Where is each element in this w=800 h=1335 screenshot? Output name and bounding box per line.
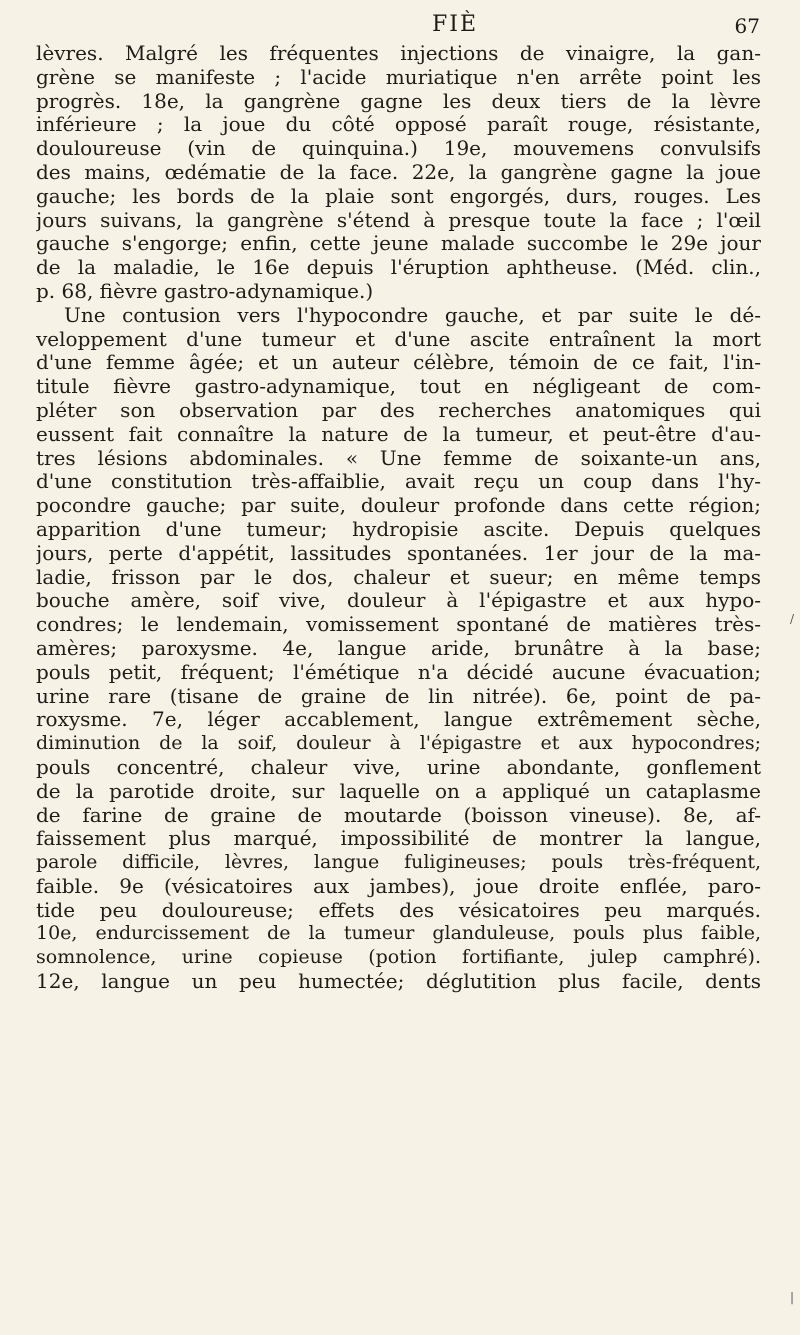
text-line: 10e, endurcissement de la tumeur glanduleuse, pouls plus faible, [36, 922, 761, 945]
text-line: jours, perte d'appétit, lassitudes spontanées. 1er jour de la ma- [36, 541, 761, 565]
text-line: jours suivans, la gangrène s'étend à presque toute la face ; l'œil [36, 208, 761, 232]
text-line: progrès. 18e, la gangrène gagne les deux tiers de la lèvre [36, 89, 761, 113]
text-line: pocondre gauche; par suite, douleur profonde dans cette région; [36, 494, 761, 518]
text-line: faible. 9e (vésicatoires aux jambes), joue droite enflée, paro- [36, 874, 761, 898]
text-line: Une contusion vers l'hypocondre gauche, et par suite le dé- [64, 303, 761, 327]
text-line: grène se manifeste ; l'acide muriatique n'en arrête point les [36, 65, 761, 89]
margin-mark: | [790, 1290, 795, 1304]
text-line: de la maladie, le 16e depuis l'éruption aphtheuse. (Méd. clin., [36, 256, 761, 280]
text-line: pléter son observation par des recherches anatomiques qui [36, 398, 761, 422]
text-line: parole difficile, lèvres, langue fuligineuses; pouls très-fréquent, [36, 851, 761, 874]
text-line: ladie, frisson par le dos, chaleur et sueur; en même temps [36, 565, 761, 589]
text-line: roxysme. 7e, léger accablement, langue extrêmement sèche, [36, 708, 761, 732]
text-line: diminution de la soif, douleur à l'épigastre et aux hypocondres; [36, 732, 761, 755]
page-number: 67 [734, 14, 760, 38]
text-line: faissement plus marqué, impossibilité de montrer la langue, [36, 827, 761, 851]
body-text [36, 42, 761, 994]
text-line: urine rare (tisane de graine de lin nitrée). 6e, point de pa- [36, 684, 761, 708]
text-line: gauche; les bords de la plaie sont engorgés, durs, rouges. Les [36, 184, 761, 208]
text-line: amères; paroxysme. 4e, langue aride, brunâtre à la base; [36, 636, 761, 660]
text-line: de la parotide droite, sur laquelle on a appliqué un cataplasme [36, 779, 761, 803]
running-head [150, 12, 760, 42]
text-line: somnolence, urine copieuse (potion fortifiante, julep camphré). [36, 946, 761, 969]
text-line: inférieure ; la joue du côté opposé paraît rouge, résistante, [36, 113, 761, 137]
text-line: pouls concentré, chaleur vive, urine abondante, gonflement [36, 755, 761, 779]
text-line: p. 68, fièvre gastro-adynamique.) [36, 279, 374, 303]
text-line: d'une femme âgée; et un auteur célèbre, témoin de ce fait, l'in- [36, 351, 761, 375]
margin-mark: / [790, 612, 795, 626]
text-line: 12e, langue un peu humectée; déglutition plus facile, dents [36, 970, 761, 994]
text-line: condres; le lendemain, vomissement spontané de matières très- [36, 613, 761, 637]
text-line: bouche amère, soif vive, douleur à l'épigastre et aux hypo- [36, 589, 761, 613]
text-line: veloppement d'une tumeur et d'une ascite entraînent la mort [36, 327, 761, 351]
text-line: des mains, œdématie de la face. 22e, la gangrène gagne la joue [36, 160, 761, 184]
text-line: tres lésions abdominales. « Une femme de soixante-un ans, [36, 446, 761, 470]
text-line: lèvres. Malgré les fréquentes injections de vinaigre, la gan- [36, 42, 761, 65]
text-line: tide peu douloureuse; effets des vésicatoires peu marqués. [36, 898, 761, 922]
text-line: apparition d'une tumeur; hydropisie ascite. Depuis quelques [36, 517, 761, 541]
text-line: titule fièvre gastro-adynamique, tout en négligeant de com- [36, 375, 761, 399]
text-line: pouls petit, fréquent; l'émétique n'a décidé aucune évacuation; [36, 660, 761, 684]
text-line: douloureuse (vin de quinquina.) 19e, mouvemens convulsifs [36, 137, 761, 161]
text-line: gauche s'engorge; enfin, cette jeune malade succombe le 29e jour [36, 232, 761, 256]
text-line: d'une constitution très-affaiblie, avait reçu un coup dans l'hy- [36, 470, 761, 494]
text-line: eussent fait connaître la nature de la tumeur, et peut-être d'au- [36, 422, 761, 446]
running-title: FIÈ [431, 12, 478, 37]
text-line: de farine de graine de moutarde (boisson vineuse). 8e, af- [36, 803, 761, 827]
